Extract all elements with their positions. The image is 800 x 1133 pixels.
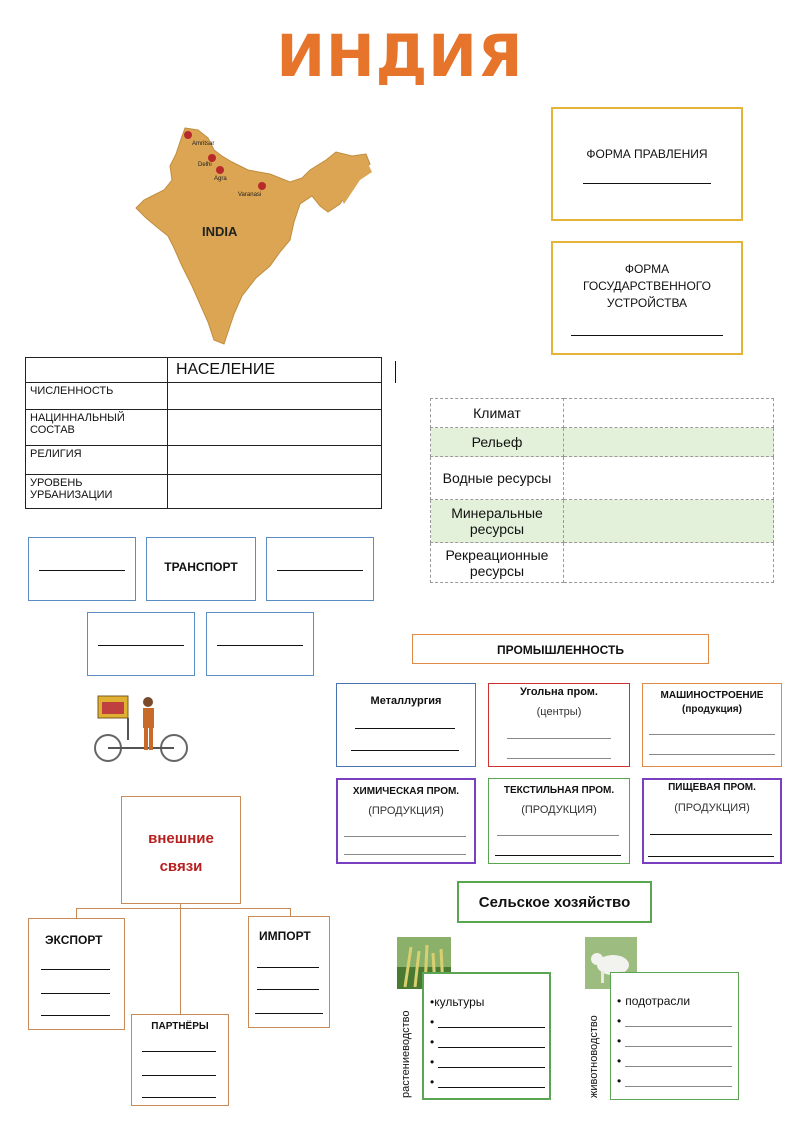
- crop-blank-row[interactable]: •: [430, 1052, 545, 1072]
- population-row-label: УРОВЕНЬ УРБАНИЗАЦИИ: [26, 475, 168, 509]
- textile-box: [488, 778, 630, 864]
- transport-blank-box[interactable]: [266, 537, 374, 601]
- partners-box: [131, 1014, 229, 1106]
- crop-production-label: растениеводство: [400, 1010, 412, 1098]
- blank-line[interactable]: [41, 1015, 110, 1016]
- livestock-blank-row[interactable]: •: [617, 1011, 732, 1031]
- crop-item-label: культуры: [434, 995, 485, 1009]
- industry-header-box: [412, 634, 709, 664]
- blank-line[interactable]: [648, 856, 774, 857]
- machinery-label: МАШИНОСТРОЕНИЕ: [660, 690, 764, 701]
- export-label: ЭКСПОРТ: [45, 933, 103, 947]
- blank-line: [277, 570, 363, 571]
- population-row-label: ЧИСЛЕННОСТЬ: [26, 383, 168, 410]
- nature-row-label: Климат: [431, 399, 564, 428]
- form-of-rule-label: ФОРМА ПРАВЛЕНИЯ: [586, 147, 708, 161]
- population-cell[interactable]: [168, 475, 382, 509]
- connector-line: [290, 908, 291, 916]
- food-sub: (ПРОДУКЦИЯ): [674, 802, 750, 814]
- blank-line: [98, 645, 184, 646]
- external-relations-title: внешние связи: [148, 830, 214, 875]
- chemical-label: ХИМИЧЕСКАЯ ПРОМ.: [352, 786, 460, 797]
- import-box: [248, 916, 330, 1028]
- city-label-amritsar: Amritsar: [192, 141, 215, 147]
- blank-line[interactable]: [344, 854, 466, 855]
- livestock-blank-row[interactable]: •: [617, 1031, 732, 1051]
- city-label-varanasi: Varanasi: [238, 192, 262, 198]
- agriculture-header: Сельское хозяйство: [478, 894, 631, 911]
- livestock-blank-row[interactable]: •: [617, 1051, 732, 1071]
- blank-line[interactable]: [649, 734, 775, 735]
- partners-label: ПАРТНЁРЫ: [151, 1021, 209, 1032]
- external-relations-box: [121, 796, 241, 904]
- population-row-label: РЕЛИГИЯ: [26, 446, 168, 475]
- nature-cell[interactable]: [564, 500, 774, 543]
- nature-row-label: Водные ресурсы: [431, 457, 564, 500]
- metallurgy-box: [336, 683, 476, 767]
- blank-line[interactable]: [650, 834, 772, 835]
- industry-header: ПРОМЫШЛЕННОСТЬ: [496, 643, 625, 657]
- nature-cell[interactable]: [564, 543, 774, 583]
- coal-sub: (центры): [536, 706, 582, 718]
- nature-row-label: Рекреационные ресурсы: [431, 543, 564, 583]
- crop-blank-row[interactable]: •: [430, 1072, 545, 1092]
- population-table: [25, 357, 382, 509]
- livestock-item-row: • подотрасли: [617, 994, 691, 1008]
- blank-line[interactable]: [649, 754, 775, 755]
- blank-line[interactable]: [355, 728, 455, 729]
- textile-label: ТЕКСТИЛЬНАЯ ПРОМ.: [503, 785, 615, 796]
- crop-item-row: • культуры: [430, 995, 485, 1009]
- blank-line[interactable]: [142, 1097, 216, 1098]
- blank-line[interactable]: [344, 836, 466, 837]
- blank-line: [217, 645, 303, 646]
- india-map: [130, 100, 380, 350]
- population-cell[interactable]: [168, 446, 382, 475]
- blank-line[interactable]: [142, 1051, 216, 1052]
- form-of-rule-blank[interactable]: [583, 183, 711, 184]
- machinery-sub: (продукция): [682, 704, 742, 715]
- transport-blank-box[interactable]: [206, 612, 314, 676]
- crop-blank-row[interactable]: •: [430, 1032, 545, 1052]
- blank-line[interactable]: [507, 758, 611, 759]
- city-label-delhi: Delhi: [198, 162, 212, 168]
- crop-box: [422, 972, 551, 1100]
- food-box: [642, 778, 782, 864]
- food-label: ПИЩЕВАЯ ПРОМ.: [668, 782, 756, 793]
- blank-line[interactable]: [257, 989, 319, 990]
- machinery-box: [642, 683, 782, 767]
- connector-line: [76, 908, 291, 909]
- blank-line[interactable]: [142, 1075, 216, 1076]
- population-row-label: НАЦИННАЛЬНЫЙ СОСТАВ: [26, 410, 168, 446]
- nature-cell[interactable]: [564, 399, 774, 428]
- crop-blank-row[interactable]: •: [430, 1012, 545, 1032]
- livestock-blank-row[interactable]: •: [617, 1071, 732, 1091]
- text-cursor: [395, 361, 396, 383]
- livestock-label: животноводство: [588, 1015, 600, 1098]
- page-title: ИНДИЯ: [276, 22, 524, 90]
- population-cell[interactable]: [168, 383, 382, 410]
- state-structure-blank[interactable]: [571, 335, 723, 336]
- blank-line: [39, 570, 125, 571]
- map-country-label: INDIA: [202, 224, 238, 239]
- state-structure-box: [551, 241, 743, 355]
- connector-line: [180, 904, 181, 1014]
- coal-label: Угольна пром.: [519, 686, 598, 698]
- textile-sub: (ПРОДУКЦИЯ): [521, 804, 597, 816]
- population-header: НАСЕЛЕНИЕ: [168, 358, 382, 383]
- blank-line[interactable]: [257, 967, 319, 968]
- form-of-rule-box: [551, 107, 743, 221]
- nature-row-label: Рельеф: [431, 428, 564, 457]
- export-box: [28, 918, 125, 1030]
- nature-cell[interactable]: [564, 428, 774, 457]
- metallurgy-label: Металлургия: [370, 695, 442, 707]
- coal-box: [488, 683, 630, 767]
- city-label-agra: Agra: [214, 176, 227, 182]
- population-cell[interactable]: [168, 410, 382, 446]
- blank-line[interactable]: [351, 750, 459, 751]
- connector-line: [76, 908, 77, 918]
- blank-line[interactable]: [255, 1013, 323, 1014]
- blank-line[interactable]: [507, 738, 611, 739]
- blank-line[interactable]: [497, 835, 619, 836]
- transport-label: ТРАНСПОРТ: [164, 560, 238, 574]
- import-label: ИМПОРТ: [259, 929, 311, 943]
- blank-line[interactable]: [41, 969, 110, 970]
- agriculture-header-box: [457, 881, 652, 923]
- transport-blank-box[interactable]: [87, 612, 195, 676]
- nature-row-label: Минеральные ресурсы: [431, 500, 564, 543]
- nature-table: [430, 398, 774, 583]
- rickshaw-illustration: [92, 690, 192, 765]
- transport-blank-box[interactable]: [28, 537, 136, 601]
- chemical-box: [336, 778, 476, 864]
- livestock-item-label: подотрасли: [625, 994, 691, 1008]
- transport-box: [146, 537, 256, 601]
- india-landmass: [136, 128, 370, 344]
- blank-line[interactable]: [41, 993, 110, 994]
- livestock-box: [610, 972, 739, 1100]
- chemical-sub: (ПРОДУКЦИЯ): [368, 805, 444, 817]
- blank-line[interactable]: [495, 855, 621, 856]
- state-structure-label: ФОРМА ГОСУДАРСТВЕННОГО УСТРОЙСТВА: [583, 262, 711, 310]
- nature-cell[interactable]: [564, 457, 774, 500]
